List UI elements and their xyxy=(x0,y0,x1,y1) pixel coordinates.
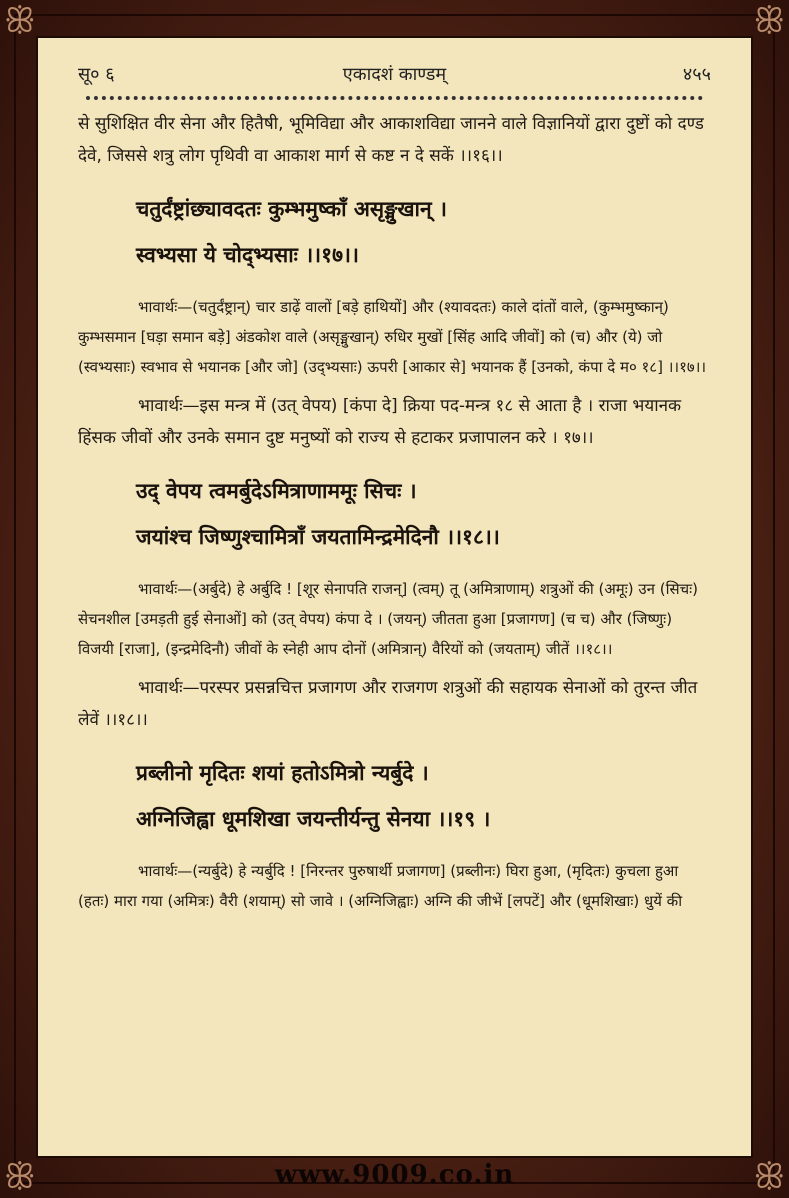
page-header xyxy=(78,62,711,92)
bhavarth-18-word-meaning: भावार्थः—(अर्बुदे) हे अर्बुदि ! [शूर सेनापति राजन्] (त्वम्) तू (अमित्राणाम्) शत्रुओं की (अमूः) उन (सिचः) सेचनशील [उमड़ती हुई सेनाओं] को (उत् वेपय) कंपा दे । (जयन्) जीतता हुआ [प्रजागण] (च च) और (जिष्णुः) विजयी [राजा], (इन्द्रमेदिनौ) जीवों के स्नेही आप दोनों (अमित्रान्) वैरियों को (जयताम्) जीतें ।।१८।। xyxy=(78,580,699,658)
mantra-17-line-1: चतुर्दंष्ट्रांछ्यावदतः कुम्भमुष्काँ असृङ्मुखान् । xyxy=(136,196,447,221)
mantra-18-line-2: जयांश्च जिष्णुश्चामित्राँ जयतामिन्द्रमेदिनौ ।।१८।। xyxy=(136,524,500,549)
bhavarth-17-summary: भावार्थः—इस मन्त्र में (उत् वेपय) [कंपा दे] क्रिया पद-मन्त्र १८ से आता है । राजा भयानक हिंसक जीवों और उनके समान दुष्ट मनुष्यों को राज्य से हटाकर प्रजापालन करे । १७।। xyxy=(78,396,682,448)
book-page xyxy=(36,36,753,1158)
bhavarth-17-word-meaning: भावार्थः—(चतुर्दंष्ट्रान्) चार डाढ़ें वालों [बड़े हाथियों] और (श्यावदतः) काले दांतों वाले, (कुम्भमुष्कान्) कुम्भसमान [घड़ा समान बड़े] अंडकोश वाले (असृङ्मुखान्) रुधिर मुखों [सिंह आदि जीवों] को (च) और (ये) जो (स्वभ्यसाः) स्वभाव से भयानक [और जो] (उद्भ्यसाः) ऊपरी [आकार से] भयानक हैं [उनको, कंपा दे म० १८] ।।१७।। xyxy=(78,298,707,376)
swirl-ornament-bottom-left: ꕥ xyxy=(4,1157,36,1197)
swirl-ornament-bottom-right: ꕥ xyxy=(753,1157,785,1197)
swirl-ornament-top-right: ꕥ xyxy=(753,1,785,41)
mantra-19-line-1: प्रब्लीनो मृदितः शयां हतोऽमित्रो न्यर्बुदे । xyxy=(136,760,429,785)
sukta-number: सू० ६ xyxy=(78,64,115,85)
mantra-17-line-2: स्वभ्यसा ये चोद्भ्यसाः ।।१७।। xyxy=(136,242,359,267)
website-watermark: www.9009.co.in xyxy=(274,1160,515,1190)
kanda-title: एकादशं काण्डम् xyxy=(342,64,447,85)
page-body xyxy=(78,108,707,916)
bhavarth-19-word-meaning: भावार्थः—(न्यर्बुदे) हे न्यर्बुदि ! [निरन्तर पुरुषार्थी प्रजागण] (प्रब्लीनः) घिरा हुआ, (मृदितः) कुचला हुआ (हतः) मारा गया (अमित्रः) वैरी (शयाम्) सो जावे । (अग्निजिह्वाः) अग्नि की जीभें [लपटें] और (धूमशिखाः) धुयें की xyxy=(78,862,683,910)
mantra-18-line-1: उद् वेपय त्वमर्बुदेऽमित्राणाममूः सिचः । xyxy=(136,478,417,503)
intro-paragraph: से सुशिक्षित वीर सेना और हितैषी, भूमिविद्या और आकाशविद्या जानने वाले विज्ञानियों द्वारा दुष्टों को दण्ड देवे, जिससे शत्रु लोग पृथिवी वा आकाश मार्ग से कष्ट न दे सकें ।।१६।। xyxy=(78,114,704,166)
swirl-ornament-top-left: ꕥ xyxy=(4,1,36,41)
mantra-19-line-2: अग्निजिह्वा धूमशिखा जयन्तीर्यन्तु सेनया ।।१९ । xyxy=(136,806,491,831)
page-number: ४५५ xyxy=(682,64,711,85)
bhavarth-18-summary: भावार्थः—परस्पर प्रसन्नचित्त प्रजागण और राजगण शत्रुओं की सहायक सेनाओं को तुरन्त जीत लेवें ।।१८।। xyxy=(78,678,698,730)
header-divider xyxy=(86,96,703,100)
